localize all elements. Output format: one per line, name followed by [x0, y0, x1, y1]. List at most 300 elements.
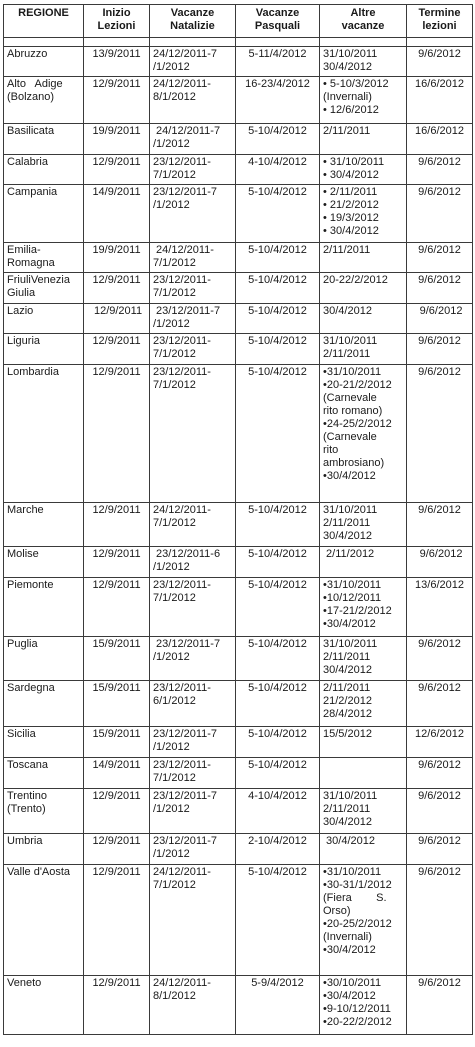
cell-vacanze-natalizie	[150, 727, 236, 758]
cell-text: 5-10/4/2012	[248, 305, 307, 317]
header-text: Altre	[350, 7, 376, 19]
cell-text: 16/6/2012	[415, 78, 464, 90]
cell-text: •30-31/1/2012	[323, 879, 392, 891]
cell-termine-lezioni	[407, 334, 473, 365]
cell-altre-vacanze	[320, 727, 407, 758]
header-text: vacanze	[341, 20, 385, 32]
cell-termine-lezioni	[407, 834, 473, 865]
cell-vacanze-natalizie	[150, 547, 236, 578]
cell-text: 5-10/4/2012	[248, 125, 307, 137]
cell-inizio-lezioni	[84, 976, 150, 1035]
school-calendar-table	[3, 4, 473, 1035]
cell-altre-vacanze	[320, 47, 407, 77]
cell-text: Puglia	[7, 638, 38, 650]
cell-text: 9/6/2012	[418, 244, 461, 256]
cell-termine-lezioni	[407, 578, 473, 637]
cell-text: 7/1/2012	[153, 379, 196, 391]
cell-text: 31/10/2011	[323, 638, 378, 650]
cell-vacanze-pasquali	[236, 503, 320, 547]
cell-text: 30/4/2012	[323, 530, 372, 542]
cell-text: 5-10/4/2012	[248, 504, 307, 516]
table-row	[4, 304, 473, 334]
cell-regione	[4, 865, 84, 976]
cell-text: 2/11/2012	[323, 548, 375, 560]
cell-regione	[4, 304, 84, 334]
cell-text: •20-25/2/2012	[323, 918, 392, 930]
cell-text: 23/12/2011-7	[153, 305, 221, 317]
table-row	[4, 273, 473, 304]
header-text: REGIONE	[18, 7, 69, 19]
cell-vacanze-pasquali	[236, 273, 320, 304]
header-text: Vacanze	[255, 7, 300, 19]
cell-text: 23/12/2011-7	[153, 790, 218, 802]
header-altre-vacanze	[320, 5, 407, 38]
cell-text: /1/2012	[153, 848, 190, 860]
header-regione	[4, 5, 84, 38]
cell-text: 31/10/2011	[323, 335, 378, 347]
cell-text: 9/6/2012	[418, 335, 461, 347]
cell-text: 14/9/2011	[92, 759, 141, 771]
cell-text: 23/12/2011-	[153, 682, 211, 694]
cell-inizio-lezioni	[84, 758, 150, 789]
cell-text: 13/6/2012	[415, 579, 464, 591]
cell-text: (Carnevale	[323, 431, 377, 443]
cell-inizio-lezioni	[84, 243, 150, 273]
table-row	[4, 976, 473, 1035]
cell-text: FriuliVenezia	[7, 274, 70, 286]
cell-altre-vacanze	[320, 304, 407, 334]
cell-text: Marche	[7, 504, 44, 516]
cell-altre-vacanze	[320, 578, 407, 637]
cell-regione	[4, 185, 84, 243]
table-row	[4, 124, 473, 155]
header-text: lezioni	[422, 20, 457, 32]
cell-text: 12/9/2011	[92, 78, 141, 90]
cell-inizio-lezioni	[84, 503, 150, 547]
cell-inizio-lezioni	[84, 547, 150, 578]
cell-text: 19/9/2011	[92, 244, 141, 256]
cell-text: •31/10/2011	[323, 866, 382, 878]
cell-text: Trentino	[7, 790, 47, 802]
cell-text: • 5-10/3/2012	[323, 78, 389, 90]
cell-text: 9/6/2012	[418, 366, 461, 378]
cell-regione	[4, 365, 84, 503]
cell-regione	[4, 578, 84, 637]
cell-text: 5-10/4/2012	[248, 244, 307, 256]
cell-text: 2-10/4/2012	[248, 835, 307, 847]
cell-vacanze-pasquali	[236, 155, 320, 185]
cell-text: 30/4/2012	[323, 61, 372, 73]
cell-text: 24/12/2011-	[153, 78, 211, 90]
cell-text: 14/9/2011	[92, 186, 141, 198]
cell-vacanze-pasquali	[236, 124, 320, 155]
cell-text: Emilia-	[7, 244, 41, 256]
cell-inizio-lezioni	[84, 789, 150, 834]
cell-regione	[4, 681, 84, 727]
cell-text: 12/9/2011	[92, 866, 141, 878]
cell-regione	[4, 637, 84, 681]
cell-text: Giulia	[7, 287, 36, 299]
cell-vacanze-natalizie	[150, 334, 236, 365]
cell-text: 31/10/2011	[323, 48, 378, 60]
cell-text: 5-10/4/2012	[248, 866, 307, 878]
cell-termine-lezioni	[407, 273, 473, 304]
cell-vacanze-natalizie	[150, 789, 236, 834]
cell-text: 30/4/2012	[323, 835, 375, 847]
cell-vacanze-natalizie	[150, 976, 236, 1035]
header-vacanze-pasquali	[236, 5, 320, 38]
header-vacanze-natalizie	[150, 5, 236, 38]
cell-altre-vacanze	[320, 637, 407, 681]
table-row	[4, 758, 473, 789]
cell-text: Piemonte	[7, 579, 54, 591]
cell-text: 12/9/2011	[92, 274, 141, 286]
cell-text: 4-10/4/2012	[248, 790, 307, 802]
cell-text: •20-22/2/2012	[323, 1016, 392, 1028]
cell-text: 23/12/2011-	[153, 759, 211, 771]
cell-text: 9/6/2012	[418, 156, 461, 168]
cell-text: 24/12/2011-7	[153, 125, 221, 137]
cell-regione	[4, 789, 84, 834]
header-text: Pasquali	[254, 20, 301, 32]
cell-text: rito	[323, 444, 339, 456]
cell-vacanze-natalizie	[150, 243, 236, 273]
cell-text: 23/12/2011-	[153, 335, 211, 347]
cell-text: 2/11/2011	[323, 682, 371, 694]
cell-text: 7/1/2012	[153, 772, 196, 784]
cell-text: 5-10/4/2012	[248, 274, 307, 286]
cell-regione	[4, 503, 84, 547]
cell-vacanze-natalizie	[150, 681, 236, 727]
cell-text: 9/6/2012	[416, 548, 463, 560]
cell-regione	[4, 124, 84, 155]
cell-text: 7/1/2012	[153, 257, 196, 269]
cell-text: 30/4/2012	[323, 305, 372, 317]
cell-termine-lezioni	[407, 865, 473, 976]
cell-text: 2/11/2011	[323, 125, 371, 137]
cell-text: • 12/6/2012	[323, 104, 379, 116]
cell-text: 15/9/2011	[92, 638, 141, 650]
cell-vacanze-pasquali	[236, 304, 320, 334]
cell-termine-lezioni	[407, 976, 473, 1035]
cell-vacanze-natalizie	[150, 578, 236, 637]
school-calendar-table-wrapper	[3, 4, 473, 1035]
header-text: Lezioni	[97, 20, 136, 32]
cell-text: 2/11/2011	[323, 803, 371, 815]
spacer-cell	[84, 38, 150, 47]
cell-text: • 30/4/2012	[323, 225, 379, 237]
cell-termine-lezioni	[407, 758, 473, 789]
table-row	[4, 578, 473, 637]
cell-text: 23/12/2011-	[153, 366, 211, 378]
cell-text: 9/6/2012	[418, 759, 461, 771]
cell-altre-vacanze	[320, 243, 407, 273]
header-text: Natalizie	[170, 20, 215, 32]
cell-vacanze-pasquali	[236, 47, 320, 77]
cell-text: (Bolzano)	[7, 91, 55, 103]
cell-inizio-lezioni	[84, 273, 150, 304]
cell-text: 24/12/2011-	[153, 244, 214, 256]
cell-inizio-lezioni	[84, 155, 150, 185]
table-row	[4, 47, 473, 77]
cell-text: Abruzzo	[7, 48, 48, 60]
table-row	[4, 681, 473, 727]
cell-vacanze-pasquali	[236, 365, 320, 503]
cell-text: (Carnevale	[323, 392, 377, 404]
cell-vacanze-natalizie	[150, 865, 236, 976]
cell-regione	[4, 834, 84, 865]
cell-vacanze-pasquali	[236, 77, 320, 124]
cell-text: •10/12/2011	[323, 592, 382, 604]
cell-inizio-lezioni	[84, 365, 150, 503]
cell-text: • 19/3/2012	[323, 212, 379, 224]
cell-altre-vacanze	[320, 77, 407, 124]
cell-vacanze-natalizie	[150, 365, 236, 503]
table-row	[4, 185, 473, 243]
cell-altre-vacanze	[320, 758, 407, 789]
cell-altre-vacanze	[320, 547, 407, 578]
cell-text: /1/2012	[153, 561, 190, 573]
cell-vacanze-pasquali	[236, 727, 320, 758]
cell-altre-vacanze	[320, 365, 407, 503]
cell-inizio-lezioni	[84, 185, 150, 243]
cell-text: 12/9/2011	[92, 835, 141, 847]
table-row	[4, 243, 473, 273]
cell-termine-lezioni	[407, 365, 473, 503]
cell-text: Orso)	[323, 905, 351, 917]
cell-text: 21/2/2012	[323, 695, 372, 707]
table-row	[4, 365, 473, 503]
header-inizio-lezioni	[84, 5, 150, 38]
cell-vacanze-natalizie	[150, 273, 236, 304]
cell-text: 20-22/2/2012	[323, 274, 388, 286]
cell-text: 23/12/2011-7	[153, 835, 218, 847]
cell-text: 24/12/2011-	[153, 977, 211, 989]
cell-text: 24/12/2011-	[153, 504, 211, 516]
cell-inizio-lezioni	[84, 77, 150, 124]
cell-text: 8/1/2012	[153, 91, 196, 103]
cell-text: 24/12/2011-	[153, 866, 211, 878]
cell-vacanze-pasquali	[236, 865, 320, 976]
cell-text: 7/1/2012	[153, 348, 196, 360]
cell-text: •30/4/2012	[323, 990, 376, 1002]
cell-text: Valle d'Aosta	[7, 866, 71, 878]
cell-inizio-lezioni	[84, 681, 150, 727]
header-row	[4, 5, 473, 38]
cell-inizio-lezioni	[84, 727, 150, 758]
cell-termine-lezioni	[407, 547, 473, 578]
cell-inizio-lezioni	[84, 865, 150, 976]
cell-text: 9/6/2012	[418, 977, 461, 989]
header-text: Vacanze	[170, 7, 215, 19]
spacer-cell	[320, 38, 407, 47]
cell-text: 9/6/2012	[418, 866, 461, 878]
cell-text: 28/4/2012	[323, 708, 372, 720]
cell-inizio-lezioni	[84, 124, 150, 155]
cell-text: 2/11/2011	[323, 244, 371, 256]
cell-text: 23/12/2011-7	[153, 186, 218, 198]
cell-text: Sardegna	[7, 682, 55, 694]
cell-regione	[4, 334, 84, 365]
cell-text: 16/6/2012	[415, 125, 464, 137]
cell-text: • 31/10/2011	[323, 156, 385, 168]
cell-text: 9/6/2012	[418, 48, 461, 60]
cell-text: /1/2012	[153, 741, 190, 753]
cell-text: Liguria	[7, 335, 41, 347]
cell-text: 5-10/4/2012	[248, 335, 307, 347]
cell-text: Romagna	[7, 257, 55, 269]
cell-text: Alto Adige	[7, 78, 63, 90]
table-row	[4, 865, 473, 976]
cell-text: 13/9/2011	[92, 48, 141, 60]
cell-text: 23/12/2011-	[153, 156, 211, 168]
cell-text: 12/9/2011	[92, 579, 141, 591]
cell-regione	[4, 547, 84, 578]
cell-termine-lezioni	[407, 503, 473, 547]
cell-text: 5-10/4/2012	[248, 548, 307, 560]
cell-text: •30/10/2011	[323, 977, 382, 989]
cell-text: 9/6/2012	[418, 274, 461, 286]
cell-text: 23/12/2011-7	[153, 728, 218, 740]
cell-termine-lezioni	[407, 155, 473, 185]
cell-text: 12/6/2012	[415, 728, 464, 740]
cell-text: Calabria	[7, 156, 48, 168]
cell-inizio-lezioni	[84, 47, 150, 77]
cell-text: 15/9/2011	[92, 682, 141, 694]
cell-text: 15/5/2012	[323, 728, 372, 740]
cell-text: •30/4/2012	[323, 618, 376, 630]
cell-vacanze-pasquali	[236, 789, 320, 834]
cell-text: 9/6/2012	[418, 835, 461, 847]
cell-altre-vacanze	[320, 789, 407, 834]
cell-text: 23/12/2011-	[153, 579, 211, 591]
cell-text: Molise	[7, 548, 39, 560]
cell-text: 12/9/2011	[92, 335, 141, 347]
cell-vacanze-pasquali	[236, 834, 320, 865]
cell-text: •31/10/2011	[323, 579, 382, 591]
cell-text: • 30/4/2012	[323, 169, 379, 181]
header-termine-lezioni	[407, 5, 473, 38]
cell-termine-lezioni	[407, 243, 473, 273]
cell-text: /1/2012	[153, 651, 190, 663]
cell-text: 12/9/2011	[92, 156, 141, 168]
cell-vacanze-natalizie	[150, 77, 236, 124]
cell-text: 5-10/4/2012	[248, 728, 307, 740]
cell-vacanze-pasquali	[236, 547, 320, 578]
cell-vacanze-natalizie	[150, 637, 236, 681]
cell-text: •9-10/12/2011	[323, 1003, 391, 1015]
cell-text: 5-10/4/2012	[248, 366, 307, 378]
cell-text: 23/12/2011-7	[153, 638, 221, 650]
cell-inizio-lezioni	[84, 334, 150, 365]
cell-text: 5-10/4/2012	[248, 638, 307, 650]
cell-termine-lezioni	[407, 727, 473, 758]
cell-text: 8/1/2012	[153, 990, 196, 1002]
cell-text: /1/2012	[153, 199, 190, 211]
cell-text: (Invernali)	[323, 931, 372, 943]
table-row	[4, 789, 473, 834]
cell-text: 2/11/2011	[323, 517, 371, 529]
cell-altre-vacanze	[320, 155, 407, 185]
cell-vacanze-natalizie	[150, 304, 236, 334]
header-text: Termine	[418, 7, 461, 19]
cell-text: 2/11/2011	[323, 651, 371, 663]
cell-text: 23/12/2011-6	[153, 548, 221, 560]
cell-text: •20-21/2/2012	[323, 379, 392, 391]
cell-vacanze-pasquali	[236, 976, 320, 1035]
cell-text: Campania	[7, 186, 58, 198]
cell-text: 9/6/2012	[418, 186, 461, 198]
table-row	[4, 547, 473, 578]
cell-text: 15/9/2011	[92, 728, 141, 740]
cell-inizio-lezioni	[84, 637, 150, 681]
cell-text: 7/1/2012	[153, 287, 196, 299]
cell-vacanze-pasquali	[236, 243, 320, 273]
cell-text: 19/9/2011	[92, 125, 141, 137]
cell-text: 9/6/2012	[418, 790, 461, 802]
cell-text: 7/1/2012	[153, 169, 196, 181]
cell-text: 7/1/2012	[153, 592, 196, 604]
cell-text: /1/2012	[153, 61, 190, 73]
table-row	[4, 155, 473, 185]
cell-altre-vacanze	[320, 681, 407, 727]
cell-text: • 21/2/2012	[323, 199, 379, 211]
cell-termine-lezioni	[407, 304, 473, 334]
cell-text: 24/12/2011-7	[153, 48, 218, 60]
cell-vacanze-pasquali	[236, 185, 320, 243]
cell-altre-vacanze	[320, 976, 407, 1035]
cell-text: 4-10/4/2012	[248, 156, 307, 168]
cell-altre-vacanze	[320, 273, 407, 304]
cell-vacanze-natalizie	[150, 503, 236, 547]
cell-text: 12/9/2011	[92, 504, 141, 516]
table-row	[4, 637, 473, 681]
cell-regione	[4, 77, 84, 124]
cell-text: 9/6/2012	[418, 682, 461, 694]
cell-text: Veneto	[7, 977, 42, 989]
cell-vacanze-pasquali	[236, 758, 320, 789]
cell-vacanze-natalizie	[150, 185, 236, 243]
cell-text: 31/10/2011	[323, 790, 378, 802]
table-row	[4, 77, 473, 124]
cell-text: 12/9/2011	[92, 366, 141, 378]
cell-text: •24-25/2/2012	[323, 418, 392, 430]
cell-text: • 2/11/2011	[323, 186, 378, 198]
cell-text: 12/9/2011	[92, 790, 141, 802]
cell-text: Sicilia	[7, 728, 36, 740]
cell-regione	[4, 273, 84, 304]
cell-altre-vacanze	[320, 834, 407, 865]
cell-text: 16-23/4/2012	[245, 78, 310, 90]
cell-vacanze-pasquali	[236, 681, 320, 727]
cell-text: 9/6/2012	[418, 638, 461, 650]
cell-termine-lezioni	[407, 77, 473, 124]
cell-text: 2/11/2011	[323, 348, 371, 360]
cell-termine-lezioni	[407, 681, 473, 727]
cell-text: (Fiera S.	[323, 892, 387, 904]
cell-text: •30/4/2012	[323, 944, 376, 956]
cell-vacanze-natalizie	[150, 834, 236, 865]
cell-text: 7/1/2012	[153, 879, 196, 891]
cell-regione	[4, 47, 84, 77]
spacer-cell	[4, 38, 84, 47]
cell-text: /1/2012	[153, 138, 190, 150]
cell-text: •30/4/2012	[323, 470, 376, 482]
cell-inizio-lezioni	[84, 834, 150, 865]
cell-inizio-lezioni	[84, 304, 150, 334]
cell-text: rito romano)	[323, 405, 383, 417]
cell-text: 30/4/2012	[323, 816, 372, 828]
